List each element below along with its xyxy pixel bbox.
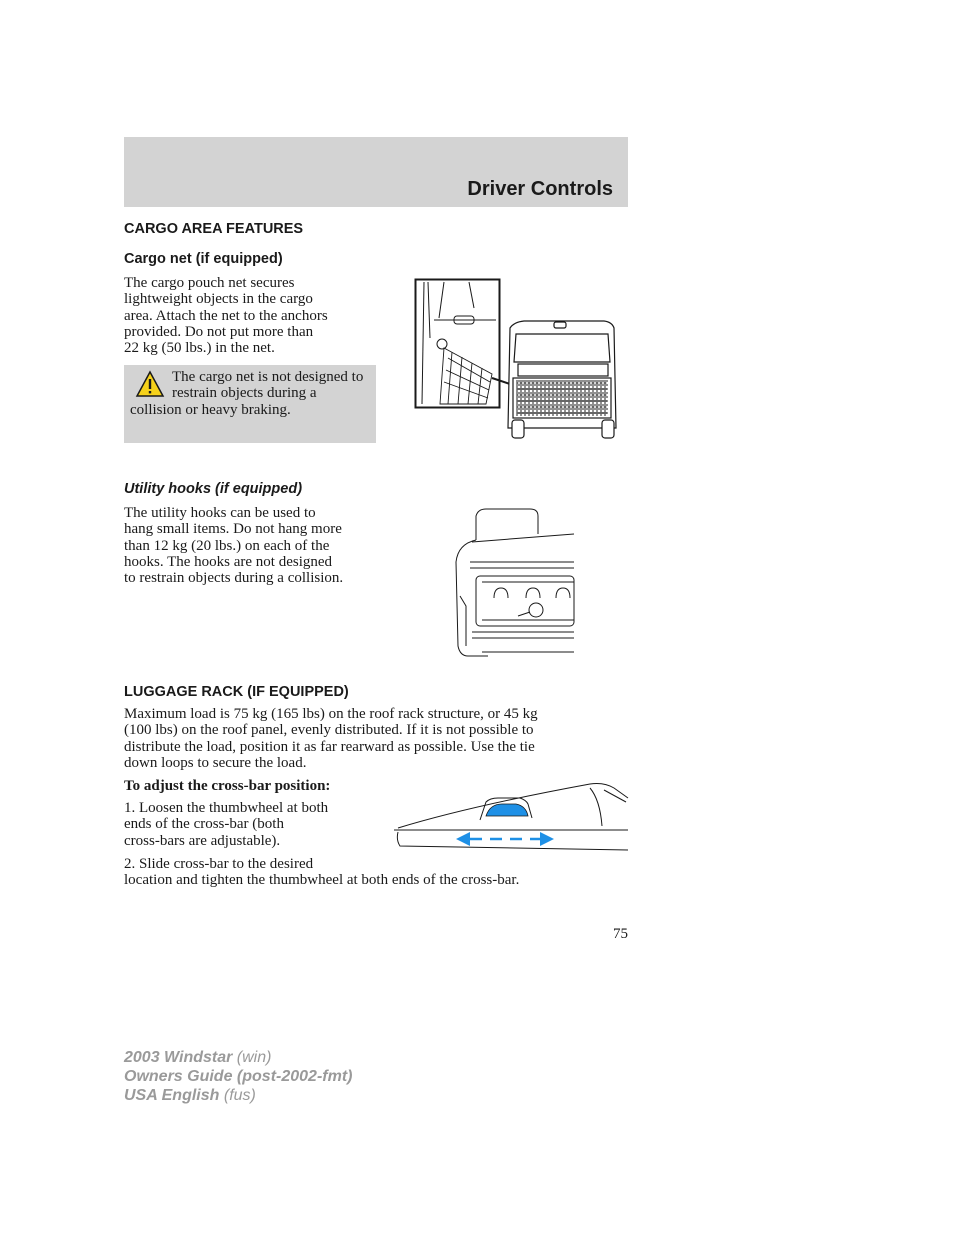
utility-hooks-heading: Utility hooks (if equipped) [124, 481, 303, 497]
footer-guide: Owners Guide (post-2002-fmt) [124, 1068, 353, 1085]
text-line: cross-bars are adjustable). [124, 832, 281, 849]
text-line: to restrain objects during a collision. [124, 570, 344, 587]
text-line: (100 lbs) on the roof panel, evenly distributed. If it is not possible to [124, 722, 534, 739]
cargo-area-heading: CARGO AREA FEATURES [124, 221, 304, 237]
warning-text: The cargo net is not designed to restrain objects during a collision or heavy braking. [130, 369, 364, 418]
text-line: 2. Slide cross-bar to the desired [124, 856, 314, 872]
text-line: 22 kg (50 lbs.) in the net. [124, 340, 275, 357]
cargo-net-paragraph [124, 275, 384, 356]
warning-box [124, 365, 376, 443]
utility-hooks-paragraph [124, 505, 394, 586]
cargo-net-illustration [414, 278, 618, 442]
text-line: provided. Do not put more than [124, 323, 314, 340]
footer-language-code: (fus) [223, 1087, 256, 1104]
page-number: 75 [613, 926, 628, 942]
cargo-net-heading: Cargo net (if equipped) [124, 251, 283, 267]
text-line: lightweight objects in the cargo [124, 291, 313, 308]
text-line: Maximum load is 75 kg (165 lbs) on the roof rack structure, or 45 kg [124, 706, 538, 722]
text-line: 1. Loosen the thumbwheel at both [124, 800, 329, 816]
adjust-step-2 [124, 856, 624, 889]
utility-hooks-illustration [452, 506, 576, 662]
footer-line-3 [124, 1086, 352, 1105]
footer-language: USA English [124, 1087, 220, 1104]
document-footer [124, 1048, 352, 1105]
text-line: than 12 kg (20 lbs.) on each of the [124, 537, 330, 554]
crossbar-illustration [390, 780, 630, 854]
text-line: hooks. The hooks are not designed [124, 553, 333, 570]
text-line: area. Attach the net to the anchors [124, 307, 328, 324]
header-band [124, 137, 628, 207]
footer-line-2 [124, 1067, 352, 1086]
text-line: The utility hooks can be used to [124, 505, 316, 521]
footer-line-1 [124, 1048, 352, 1067]
text-line: ends of the cross-bar (both [124, 816, 284, 833]
footer-model: 2003 Windstar [124, 1049, 233, 1066]
adjust-crossbar-heading: To adjust the cross-bar position: [124, 778, 331, 794]
adjust-step-1 [124, 800, 374, 849]
page-section-title: Driver Controls [467, 178, 613, 200]
text-line: distribute the load, position it as far rearward as possible. Use the tie [124, 738, 535, 755]
footer-model-code: (win) [236, 1049, 272, 1066]
text-line: location and tighten the thumbwheel at both ends of the cross-bar. [124, 872, 520, 889]
warning-triangle-icon [130, 369, 170, 401]
text-line: down loops to secure the load. [124, 754, 307, 771]
text-line: The cargo pouch net secures [124, 275, 295, 291]
luggage-rack-heading: LUGGAGE RACK (IF EQUIPPED) [124, 684, 349, 700]
text-line: hang small items. Do not hang more [124, 521, 342, 538]
luggage-rack-paragraph [124, 706, 614, 771]
